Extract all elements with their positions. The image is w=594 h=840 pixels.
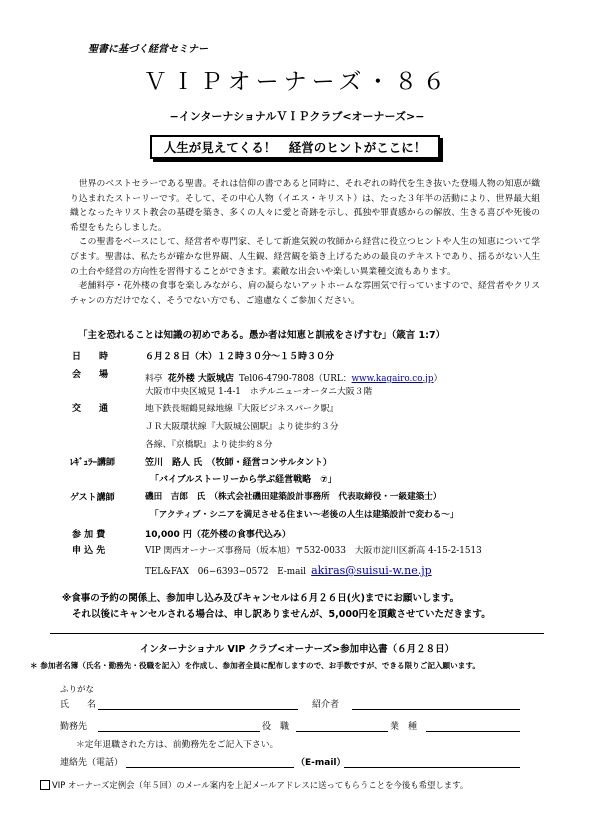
regular-speaker-label: ﾚｷﾞｭﾗｰ講師: [70, 458, 116, 468]
venue-tel: Tel06-4790-7808（URL：: [238, 374, 352, 384]
regular-speaker-name: 笠川 路人 氏 （牧師・経営コンサルタント）: [145, 458, 332, 468]
introducer-input-line[interactable]: [352, 709, 520, 710]
contact-phone-label: 連絡先（電話）: [60, 758, 124, 768]
venue-label: 会 場: [72, 370, 109, 380]
contact-phone-input-line[interactable]: [126, 767, 294, 768]
mail-opt-in-text: VIP オーナーズ定例会（年５回）のメール案内を上記メールアドレスに送ってもらうことを今後も希望します。: [52, 780, 469, 790]
date-label: 日 時: [72, 352, 109, 362]
cancel-notice: それ以後にキャンセルされる場合は、申し訳ありませんが、5,000円を頂戴させていただきます。: [72, 609, 491, 620]
catchphrase-text: 人生が見えてくる！ 経営のヒントがここに！: [163, 140, 427, 155]
venue-url-link[interactable]: www.kagairo.co.jp: [351, 374, 434, 384]
intro-text: [70, 177, 540, 308]
access-label: 交 通: [72, 404, 109, 414]
access-line: ＪＲ大阪環状線『大阪城公園駅』より徒歩約３分: [145, 422, 339, 432]
mail-opt-in-checkbox[interactable]: [40, 780, 50, 790]
venue-prefix: 料亭: [145, 374, 163, 384]
access-line: 地下鉄長堀鶴見緑地線『大阪ビジネスパーク駅』: [145, 404, 339, 414]
page-title: ＶＩＰオーナーズ・８６: [143, 69, 451, 95]
section-divider: [50, 633, 544, 634]
industry-label: 業 種: [390, 722, 418, 732]
company-input-line[interactable]: [98, 731, 260, 732]
contact-email-input-line[interactable]: [344, 767, 520, 768]
regular-speaker-topic: 「バイブルストーリーから学ぶ経営戦略 ⑦」: [150, 475, 337, 485]
intro-paragraph: この聖書をベースにして、経営者や専門家、そして新進気鋭の牧師から経営に役立つヒントや人生の知恵について学びます。聖書は、私たちが確かな世界観、人生観、経営観を築き上げるための最良のテキストであり、揺るがない人生の土台や経営の方向性を習得することができます。素敵な出会いや楽しい異業種交流もあります。: [70, 237, 540, 277]
intro-paragraph: 老舗料亭・花外楼の食事を楽しみながら、肩の凝らないアットホームな雰囲気で行っていますので、経営者やクリスチャンの方だけでなく、そうでない方でも、ご遠慮なくご参加ください。: [70, 281, 540, 306]
venue-line: [145, 366, 442, 385]
apply-address: VIP 関西オーナーズ事務局（坂本旭）〒532-0033 大阪市淀川区新高 4-15-2-1513: [145, 546, 482, 556]
apply-email-link[interactable]: akiras@suisui-w.ne.jp: [311, 564, 432, 577]
company-label: 勤務先: [60, 722, 88, 732]
industry-input-line[interactable]: [426, 731, 520, 732]
apply-contact-line: [145, 559, 432, 578]
access-line: 各線、『京橋駅』より徒歩約８分: [145, 440, 273, 450]
venue-url-close: ）: [433, 374, 443, 384]
retired-note: ＊定年退職された方は、前勤務先をご記入下さい。: [76, 740, 279, 750]
position-label: 役 職: [262, 722, 290, 732]
intro-paragraph: 世界のベストセラーである聖書。それは信仰の書であると同時に、それぞれの時代を生き抜いた登場人物の知恵が織り込まれたストーリーです。そして、その中心人物（イエス・キリスト）は、たった３年半の活動により、世界最大組織となったキリスト教会の基礎を築き、多くの人々に愛と奇跡を示し、孤独や罪責感からの解放、生きる喜びや死後の希望をもたらしました。: [70, 179, 540, 233]
apply-label: 申 込 先: [72, 546, 106, 556]
date-value: ６月２８日（木）１２時３０分〜１５時３０分: [145, 352, 335, 362]
guest-speaker-label: ゲスト講師: [70, 493, 115, 503]
form-title: インターナショナル VIP クラブ<オーナーズ>参加申込書（６月２８日）: [139, 644, 455, 655]
club-title: −インターナショナルＶＩＰクラブ<オーナーズ>−: [169, 110, 425, 123]
name-label: 氏 名: [60, 700, 97, 710]
seminar-subtitle: 聖書に基づく経営セミナー: [88, 44, 208, 55]
furigana-label: ふりがな: [60, 685, 95, 695]
venue-address: 大阪市中央区城見 1-4-1 ホテルニューオータニ大阪３階: [145, 387, 373, 397]
apply-tel: TEL&FAX 06−6393−0572 E-mail: [145, 567, 306, 577]
deadline-notice: ※食事の予約の関係上、参加申し込み及びキャンセルは６月２６日(火)までにお願いします。: [62, 593, 460, 604]
guest-speaker-topic: 「アクティブ・シニアを満足させる住まい〜老後の人生は建築設計で変わる〜」: [150, 510, 459, 520]
fee-label: 参 加 費: [72, 530, 106, 540]
form-note: ＊ 参加者名簿（氏名・勤務先・役職を記入）を作成し、参加者全員に配布しますので、お手数ですが、できる限りご記入願います。: [30, 661, 480, 670]
guest-speaker-name: 磯田 吉郎 氏 （株式会社磯田建築設計事務所 代表取締役・一級建築士）: [145, 492, 442, 502]
name-input-line[interactable]: [98, 709, 298, 710]
introducer-label: 紹介者: [312, 700, 340, 710]
fee-value: 10,000 円（花外楼の食事代込み）: [145, 530, 291, 540]
position-input-line[interactable]: [296, 731, 388, 732]
contact-email-label: （E-mail）: [296, 758, 346, 768]
proverb-quote: 「主を恐れることは知識の初めである。愚か者は知恵と訓戒をさげすむ」（箴言 1:7）: [78, 330, 446, 341]
mail-opt-in-row: [40, 779, 468, 791]
venue-name: 花外楼 大阪城店: [167, 374, 234, 384]
catchphrase-box: [150, 135, 440, 159]
